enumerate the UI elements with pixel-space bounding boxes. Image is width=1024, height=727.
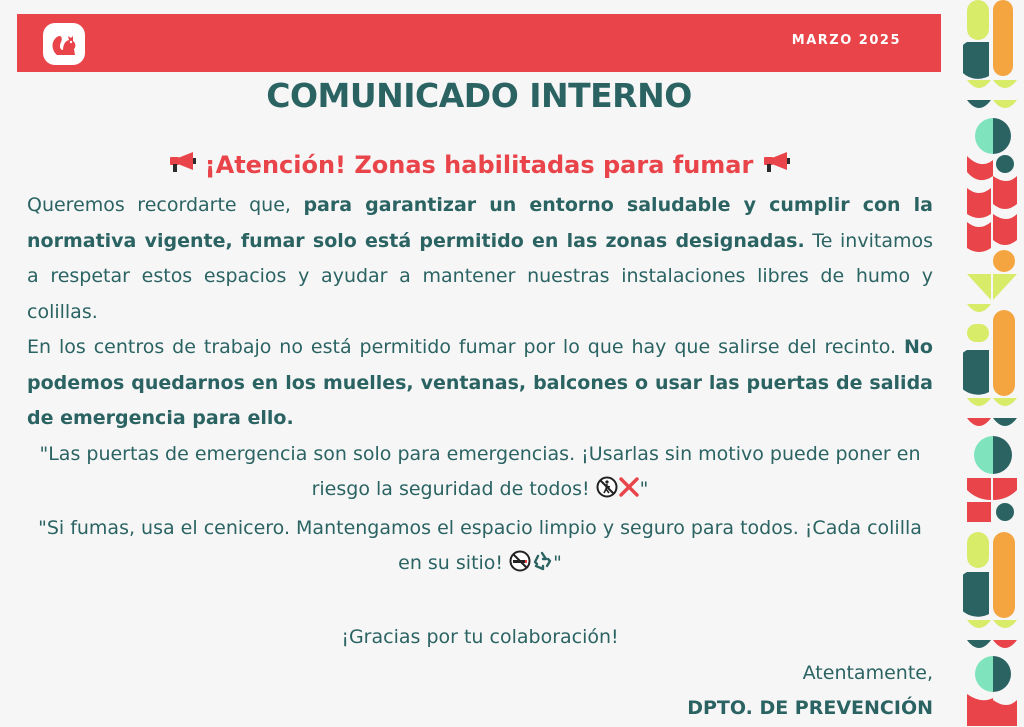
- squirrel-logo-icon: [43, 23, 85, 65]
- decorative-pattern-strip: [963, 0, 1024, 726]
- body-text: [27, 188, 933, 727]
- quote-emergency: "Las puertas de emergencia son solo para emergencias. ¡Usarlas sin motivo puede poner en riesgo la seguridad de todos! ": [27, 437, 933, 511]
- cross-mark-icon: [618, 475, 640, 511]
- page-title: COMUNICADO INTERNO: [266, 76, 692, 115]
- subtitle-text: ¡Atención! Zonas habilitadas para fumar: [204, 151, 754, 179]
- megaphone-icon: [761, 149, 791, 181]
- header-date: MARZO 2025: [791, 33, 901, 48]
- subtitle: [17, 149, 941, 181]
- no-smoking-icon: [509, 549, 531, 585]
- closing-text: Atentamente,: [802, 661, 933, 684]
- paragraph-2: En los centros de trabajo no está permitido fumar por lo que hay que salirse del recinto. No podemos quedarnos en los muelles, ventanas, balcones o usar las puertas de salida de emergencia para ello.: [27, 336, 933, 429]
- quote-ashtray: "Si fumas, usa el cenicero. Mantengamos el espacio limpio y seguro para todos. ¡Cada colilla en su sitio! ": [27, 511, 933, 585]
- recycle-icon: [531, 549, 553, 585]
- thanks-text: ¡Gracias por tu colaboración!: [341, 626, 619, 648]
- signature: DPTO. DE PREVENCIÓN: [687, 697, 933, 719]
- paragraph-1: Queremos recordarte que, para garantizar un entorno saludable y cumplir con la normativa vigente, fumar solo está permitido en las zonas designadas. Te invitamos a respetar estos espacios y ayudar a mantener nuestras instalaciones libres de humo y colillas.: [27, 194, 933, 323]
- megaphone-icon: [167, 149, 197, 181]
- no-pedestrians-icon: [596, 475, 618, 511]
